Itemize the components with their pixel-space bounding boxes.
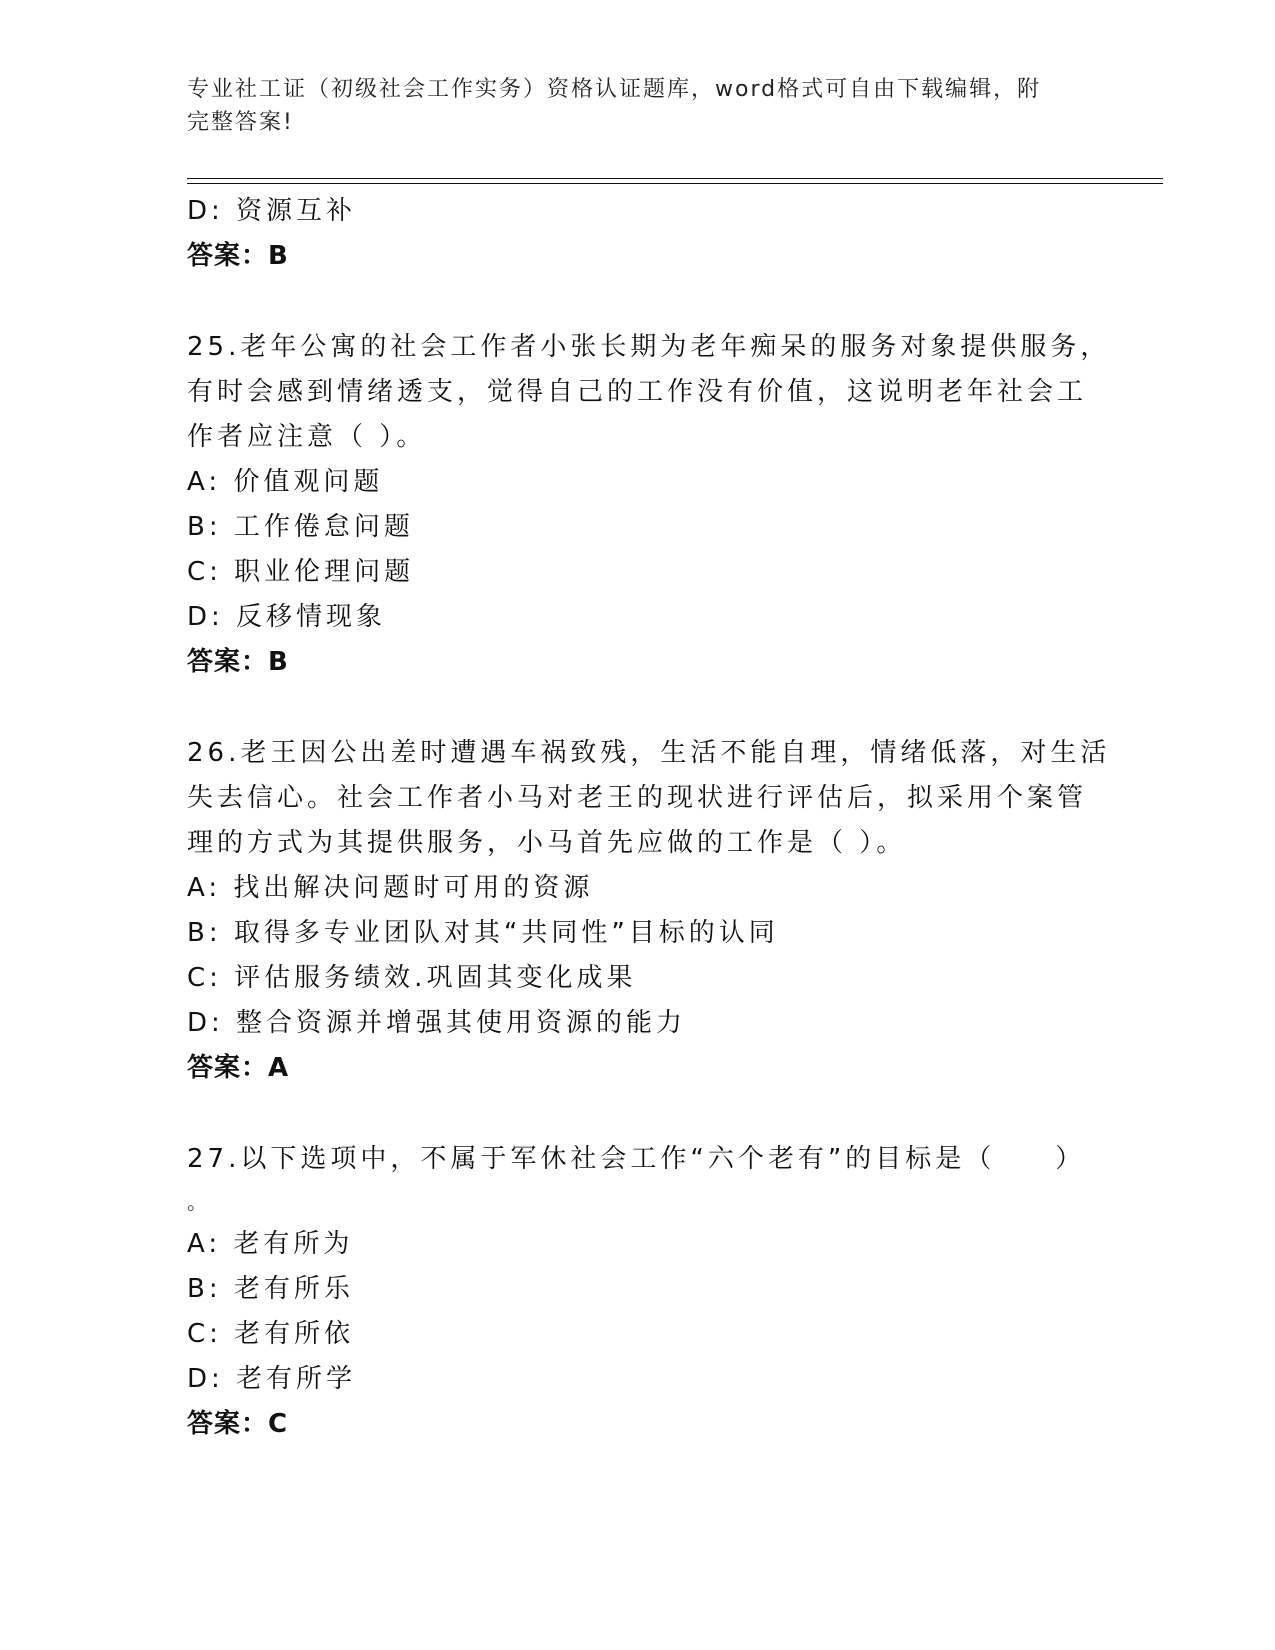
question-26 bbox=[187, 731, 1111, 1091]
answer: 答案：B bbox=[187, 647, 289, 677]
option-b: B: 老有所乐 bbox=[187, 1274, 354, 1304]
question-stem-line: 作者应注意（ ）。 bbox=[187, 422, 427, 452]
answer: 答案：C bbox=[187, 1409, 289, 1439]
answer: 答案：A bbox=[187, 1053, 290, 1083]
question-stem-line: 。 bbox=[187, 1190, 211, 1214]
spacer bbox=[187, 685, 1087, 731]
option-a: A: 老有所为 bbox=[187, 1229, 354, 1259]
question-stem-line: 理的方式为其提供服务，小马首先应做的工作是（ ）。 bbox=[187, 828, 907, 858]
option-c: C: 评估服务绩效.巩固其变化成果 bbox=[187, 963, 637, 993]
option-d: D: 整合资源并增强其使用资源的能力 bbox=[187, 1008, 687, 1038]
option-d: D: 资源互补 bbox=[187, 196, 357, 226]
option-d: D: 反移情现象 bbox=[187, 602, 387, 632]
answer: 答案：B bbox=[187, 241, 289, 271]
option-c: C: 老有所依 bbox=[187, 1319, 355, 1349]
option-b: B: 取得多专业团队对其“共同性”目标的认同 bbox=[187, 918, 779, 948]
spacer bbox=[187, 279, 1087, 325]
header-line-1: 专业社工证（初级社会工作实务）资格认证题库，word格式可自由下载编辑，附 bbox=[187, 77, 1042, 102]
question-stem-line: 25.老年公寓的社会工作者小张长期为老年痴呆的服务对象提供服务， bbox=[187, 332, 1111, 362]
spacer bbox=[187, 1091, 1087, 1137]
question-content bbox=[187, 189, 1111, 1447]
option-a: A: 找出解决问题时可用的资源 bbox=[187, 873, 594, 903]
question-stem-line: 失去信心。社会工作者小马对老王的现状进行评估后，拟采用个案管 bbox=[187, 783, 1088, 813]
option-d: D: 老有所学 bbox=[187, 1364, 357, 1394]
option-a: A: 价值观问题 bbox=[187, 467, 384, 497]
question-stem-line: 有时会感到情绪透支，觉得自己的工作没有价值，这说明老年社会工 bbox=[187, 377, 1088, 407]
question-stem-line: 27.以下选项中，不属于军休社会工作“六个老有”的目标是（ ） bbox=[187, 1144, 1086, 1174]
option-c: C: 职业伦理问题 bbox=[187, 557, 415, 587]
question-stem-line: 26.老王因公出差时遭遇车祸致残，生活不能自理，情绪低落，对生活 bbox=[187, 738, 1111, 768]
header-line-2: 完整答案! bbox=[187, 110, 294, 135]
option-b: B: 工作倦怠问题 bbox=[187, 512, 414, 542]
question-25 bbox=[187, 325, 1111, 685]
previous-question-tail bbox=[187, 189, 1087, 279]
page-header bbox=[187, 73, 1087, 139]
question-27 bbox=[187, 1137, 1087, 1447]
header-divider bbox=[187, 178, 1163, 184]
